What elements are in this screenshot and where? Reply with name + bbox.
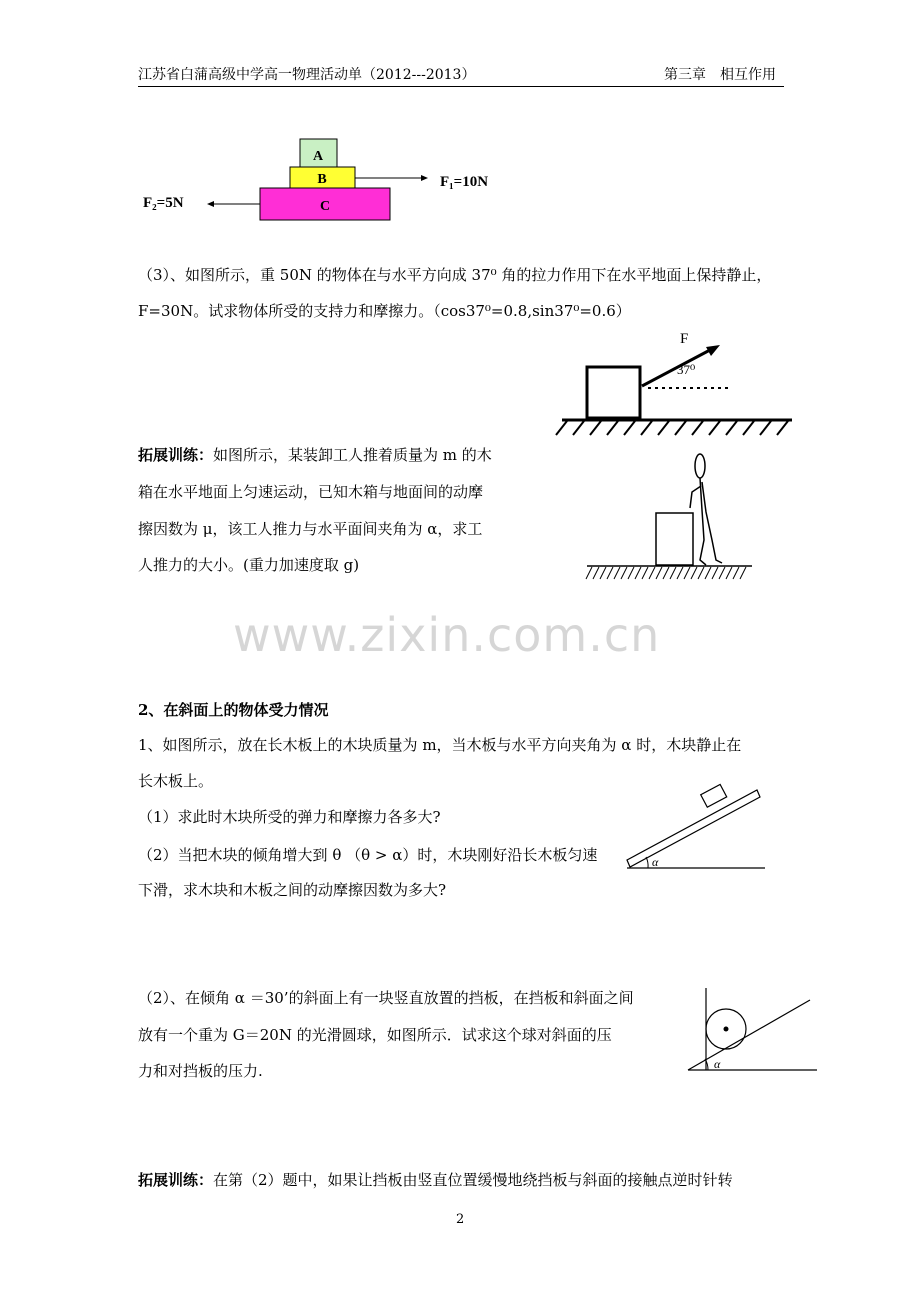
label-alpha: α — [652, 855, 659, 869]
ext2-text: 在第（2）题中，如果让挡板由竖直位置缓慢地绕挡板与斜面的接触点逆时针转 — [213, 1171, 733, 1189]
label-alpha: α — [714, 1057, 721, 1071]
q2-line3: 力和对挡板的压力. — [138, 1062, 263, 1080]
q1-line1: 1、如图所示，放在长木板上的木块质量为 m，当木板与水平方向夹角为 α 时，木块静止在 — [138, 736, 742, 754]
q3-line1: （3）、如图所示，重 50N 的物体在与水平方向成 37⁰ 角的拉力作用下在水平地面上保持静止， — [138, 266, 772, 284]
q2-line2: 放有一个重为 G＝20N 的光滑圆球，如图所示．试求这个球对斜面的压 — [138, 1026, 612, 1044]
section2-title: 2、在斜面上的物体受力情况 — [138, 701, 329, 719]
page-number: 2 — [456, 1212, 465, 1227]
q1-sub2a: （2）当把木块的倾角增大到 θ （θ > α）时，木块刚好沿长木板匀速 — [138, 846, 598, 864]
q1-line2: 长木板上。 — [138, 772, 214, 790]
q2-line1: （2）、在倾角 α ＝30’的斜面上有一块竖直放置的挡板，在挡板和斜面之间 — [138, 989, 634, 1007]
watermark: www.zixin.com.cn — [233, 608, 661, 662]
ext1-line3: 擦因数为 μ，该工人推力与水平面间夹角为 α，求工 — [138, 520, 483, 538]
label-b: B — [317, 172, 327, 187]
header-chapter: 第三章 相互作用 — [664, 67, 776, 83]
ext1-text1: 如图所示，某装卸工人推着质量为 m 的木 — [213, 446, 492, 464]
label-f2: F₂=5N — [143, 195, 184, 211]
ext1-label: 拓展训练： — [138, 446, 214, 464]
q3-line2: F=30N。试求物体所受的支持力和摩擦力。（cos37⁰=0.8,sin37⁰=0.6） — [138, 302, 631, 320]
label-f: F — [680, 331, 689, 347]
q1-sub1: （1）求此时木块所受的弹力和摩擦力各多大? — [138, 808, 441, 826]
ext2-line — [138, 1170, 733, 1190]
label-c: C — [319, 199, 331, 214]
ext1-line2: 箱在水平地面上匀速运动，已知木箱与地面间的动摩 — [138, 483, 484, 501]
label-f1: F₁=10N — [440, 174, 489, 190]
label-a: A — [312, 149, 324, 164]
q1-sub2b: 下滑，求木块和木板之间的动摩擦因数为多大? — [138, 881, 447, 899]
header-title: 江苏省白蒲高级中学高一物理活动单（2012---2013） — [138, 67, 476, 83]
ext2-label: 拓展训练： — [138, 1171, 214, 1189]
label-angle: 37⁰ — [677, 362, 696, 377]
ext1-line4: 人推力的大小。(重力加速度取 g) — [138, 556, 360, 574]
